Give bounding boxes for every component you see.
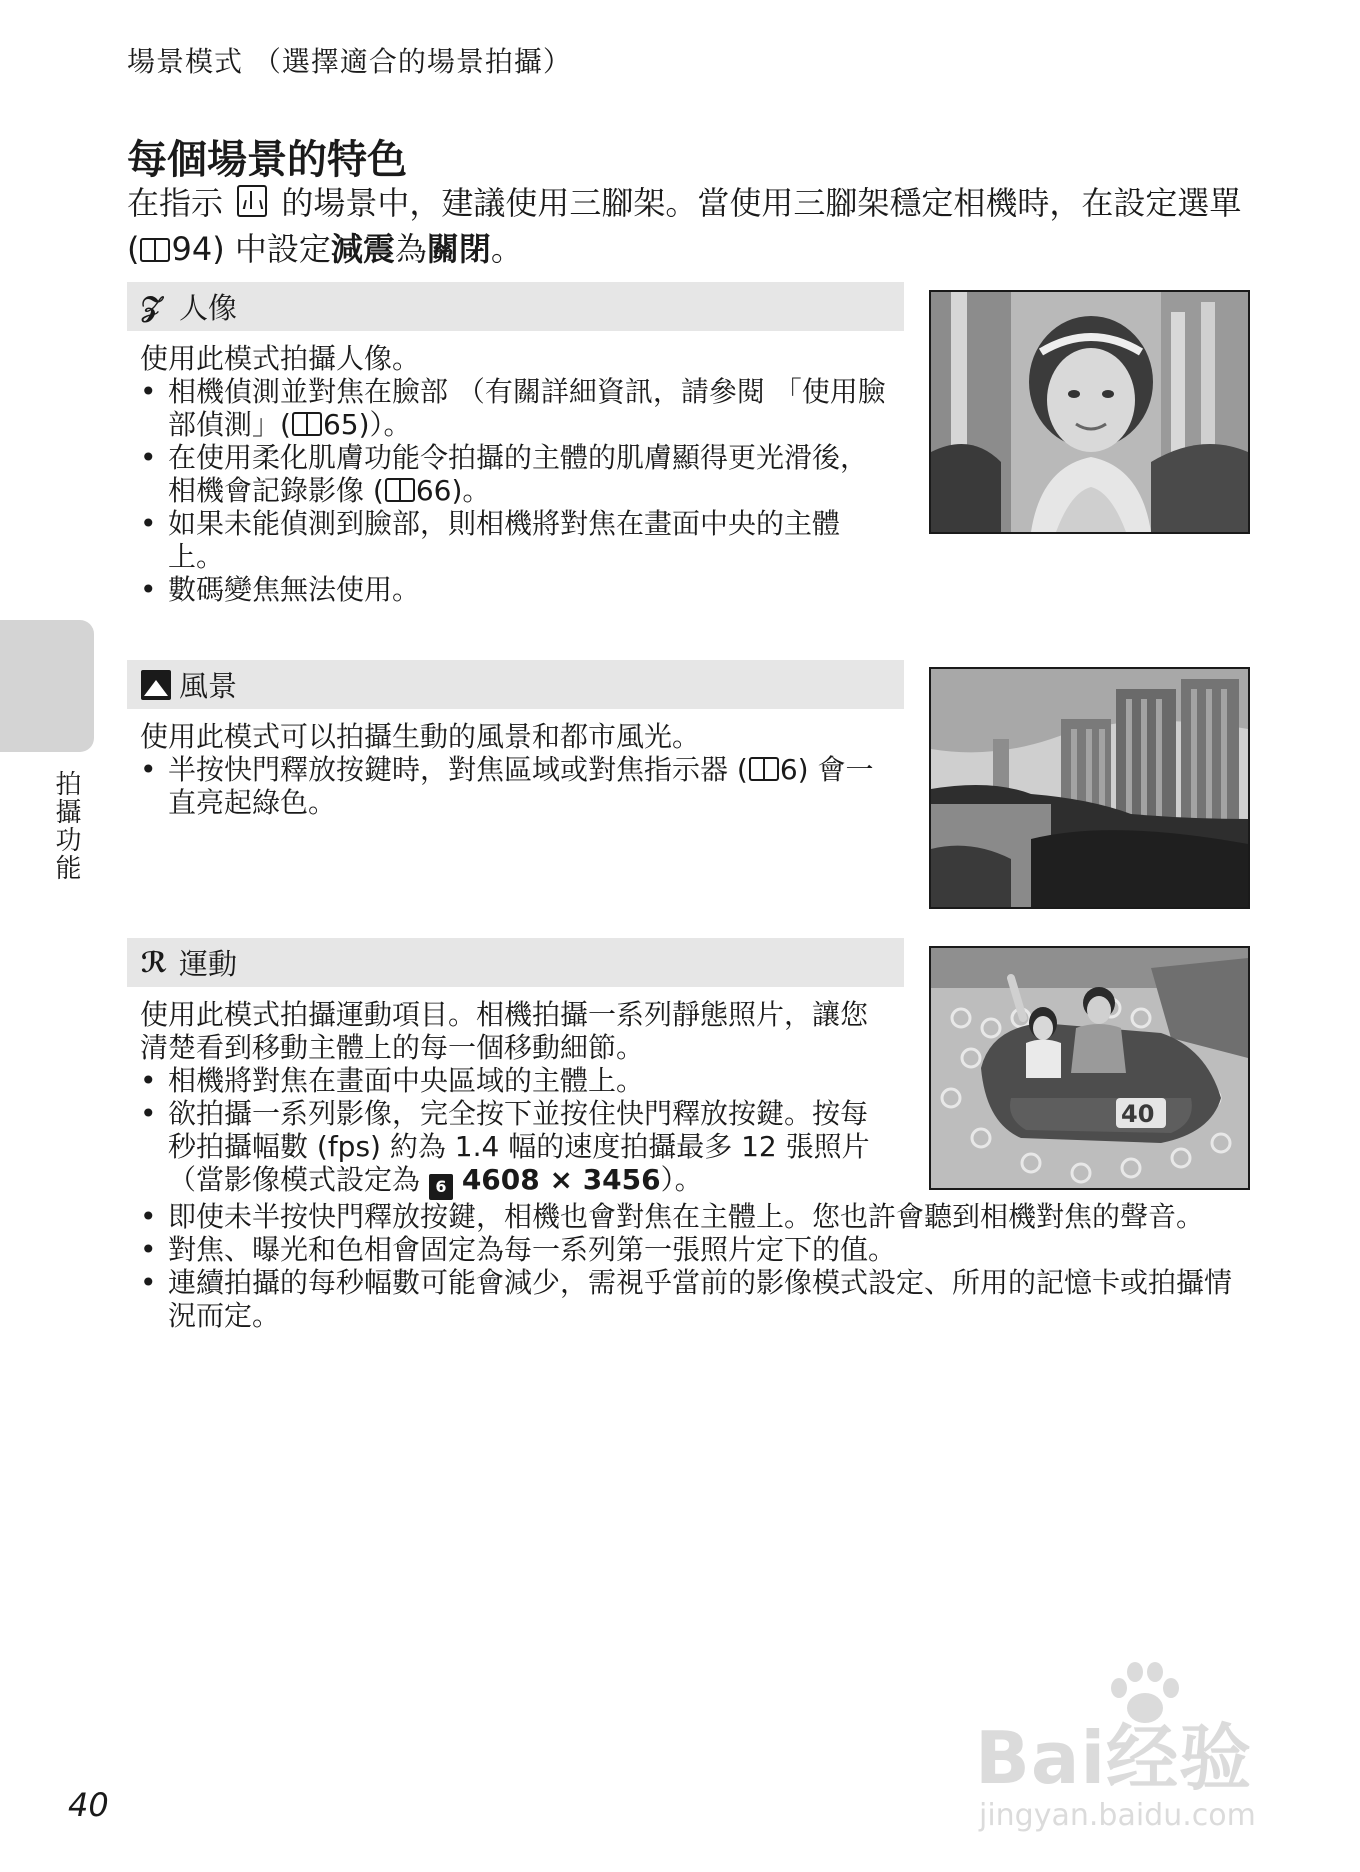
tripod-icon [237,185,267,217]
svg-text:40: 40 [1121,1100,1155,1128]
watermark [975,1700,1256,1833]
portrait-section-title: 人像 [179,291,238,325]
portrait-section-body [140,342,895,606]
list-item: • 相機偵測並對焦在臉部 （有關詳細資訊，請參閱 「使用臉部偵測」( 65)）。 [140,375,895,441]
sports-description: 使用此模式拍攝運動項目。相機拍攝一系列靜態照片，讓您清楚看到移動主體上的每一個移動細節。 [140,998,869,1064]
book-ref-icon [292,412,322,436]
portrait-photo [929,290,1250,534]
sports-section-title: 運動 [179,947,238,981]
landscape-section-body [140,720,895,819]
side-tab [0,620,94,752]
sports-section-header [127,938,904,987]
sports-photo [929,946,1250,1190]
page-number: 40 [68,1786,109,1824]
portrait-description: 使用此模式拍攝人像。 [140,342,421,375]
running-head: 場景模式 （選擇適合的場景拍攝） [127,45,572,78]
landscape-photo [929,667,1250,909]
list-item: • 相機將對焦在畫面中央區域的主體上。 [140,1064,895,1097]
list-item: • 數碼變焦無法使用。 [140,573,895,606]
landscape-description: 使用此模式可以拍攝生動的風景和都市風光。 [140,720,701,753]
landscape-section-header [127,660,904,709]
image-size-icon: 6 [429,1174,453,1200]
book-ref-icon [385,478,415,502]
paw-icon [1105,1660,1185,1730]
list-item: • 連續拍攝的每秒幅數可能會減少，需視乎當前的影像模式設定、所用的記憶卡或拍攝情況而定。 [140,1266,1255,1332]
watermark-url: jingyan.baidu.com [979,1798,1256,1833]
intro-paragraph: 在指示 的場景中，建議使用三腳架。當使用三腳架穩定相機時，在設定選單 ( 94) 中設定減震為關閉。 [127,184,1242,268]
landscape-icon [141,670,171,700]
side-tab-label: 拍攝功能 [51,770,81,882]
list-item: • 半按快門釋放按鍵時，對焦區域或對焦指示器 ( 6) 會一直亮起綠色。 [140,753,895,819]
watermark-logo: Bai经验 [975,1716,1253,1800]
list-item: • 如果未能偵測到臉部，則相機將對焦在畫面中央的主體上。 [140,507,895,573]
list-item: • 在使用柔化肌膚功能令拍攝的主體的肌膚顯得更光滑後，相機會記錄影像 ( 66)。 [140,441,895,507]
sports-icon: ℛ [141,945,168,979]
portrait-icon: 𝒵 [141,289,163,323]
list-item: • 即使未半按快門釋放按鍵，相機也會對焦在主體上。您也許會聽到相機對焦的聲音。 [140,1200,1255,1233]
portrait-section-header [127,282,904,331]
list-item: • 對焦、曝光和色相會固定為每一系列第一張照片定下的值。 [140,1233,1255,1266]
book-ref-icon [749,757,779,781]
landscape-section-title: 風景 [179,669,238,703]
page-title: 每個場景的特色 [127,137,407,183]
book-ref-icon [140,238,170,262]
list-item: • 欲拍攝一系列影像，完全按下並按住快門釋放按鍵。按每秒拍攝幅數 (fps) 約為 1.4 幅的速度拍攝最多 12 張照片 （當影像模式設定為 6 4608 × 3456）。 [140,1097,895,1200]
